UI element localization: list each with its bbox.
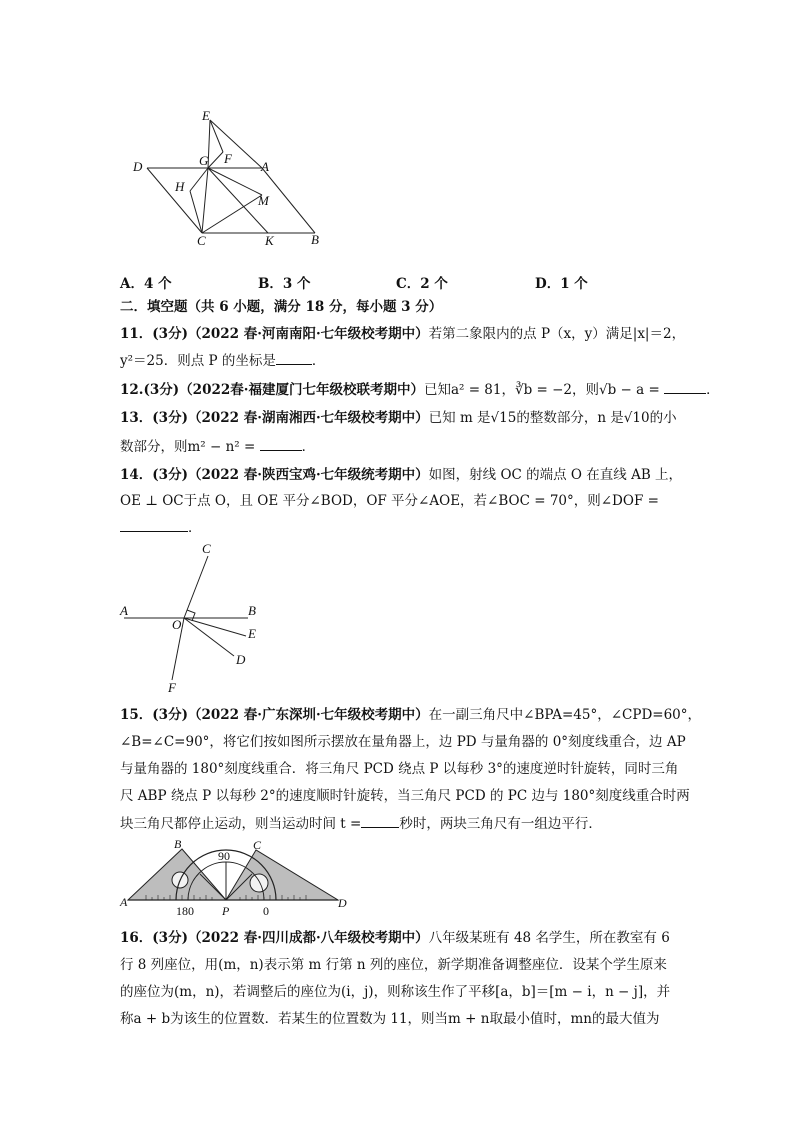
figure-angles — [112, 538, 272, 698]
label-B: B — [311, 232, 319, 247]
question-16-line-1 — [120, 929, 670, 947]
q12-source: （2022春·福建厦门七年级校联考期中） — [179, 382, 424, 398]
q14-source: （2022 春·陕西宝鸡·七年级统考期中） — [187, 467, 429, 483]
figure-parallelogram — [120, 100, 340, 260]
segment-AB — [262, 168, 315, 233]
q14-answer-blank[interactable] — [120, 518, 188, 532]
triangle-hole-right — [250, 874, 268, 892]
q13-text-b: 数部分，则m² − n² = — [120, 439, 260, 455]
question-15-line-2: ∠B=∠C=90°，将它们按如图所示摆放在量角器上，边 PD 与量角器的 0°刻度线重合，边 AP — [120, 734, 686, 750]
label-P: P — [222, 904, 230, 918]
q13-number: 13． — [120, 410, 153, 426]
segment-DC — [147, 168, 202, 233]
question-15-line-4: 尺 ABP 绕点 P 以每秒 2°的速度顺时针旋转，当三角尺 PCD 的 PC 边与 180°刻度线重合时两 — [120, 788, 690, 804]
q14-text-c: ． — [188, 520, 202, 536]
q11-answer-blank[interactable] — [276, 351, 312, 365]
label-0: 0 — [263, 904, 269, 918]
q16-points: (3分) — [152, 930, 188, 946]
q16-line1: 八年级某班有 48 名学生，所在教室有 6 — [428, 930, 670, 946]
label-C: C — [197, 233, 206, 248]
option-d[interactable]: D．1 个 — [535, 276, 588, 292]
q16-source: （2022 春·四川成都·八年级校考期中） — [187, 930, 429, 946]
label-90: 90 — [218, 849, 230, 863]
label-D: D — [338, 896, 347, 910]
segment-GM — [208, 168, 262, 195]
question-13-line-1 — [120, 409, 677, 427]
question-14-line-2 — [120, 492, 659, 510]
label-F: F — [168, 680, 176, 695]
q12-points: (3分) — [143, 382, 180, 398]
label-A: A — [120, 603, 128, 618]
question-14-line-3 — [120, 518, 202, 537]
label-A: A — [120, 895, 128, 909]
question-11-line-1 — [120, 325, 685, 343]
label-B: B — [248, 603, 256, 618]
segment-EA — [210, 120, 262, 168]
segment-EF — [210, 120, 223, 152]
question-14-line-1 — [120, 466, 682, 484]
q15-line1: 在一副三角尺中∠BPA=45°，∠CPD=60°， — [428, 707, 702, 723]
q15-points: (3分) — [152, 707, 188, 723]
q11-text-b: y²＝25．则点 P 的坐标是 — [120, 353, 276, 369]
q12-answer-blank[interactable] — [664, 380, 706, 394]
figure-protractor — [116, 838, 356, 920]
q11-source: （2022 春·河南南阳·七年级校考期中） — [187, 326, 429, 342]
question-11-line-2 — [120, 351, 325, 370]
q11-number: 11． — [120, 326, 153, 342]
label-F: F — [224, 151, 232, 166]
segment-GC — [202, 168, 208, 233]
q13-answer-blank[interactable] — [260, 437, 302, 451]
q15-line5a: 块三角尺都停止运动，则当运动时间 t = — [120, 816, 362, 832]
label-C: C — [253, 838, 262, 852]
triangle-PCD — [226, 850, 338, 900]
q11-text-a: 若第二象限内的点 P（x，y）满足|x|＝2， — [428, 326, 686, 342]
question-15-line-3: 与量角器的 180°刻度线重合．将三角尺 PCD 绕点 P 以每秒 3°的速度逆时针旋转，同时三角 — [120, 761, 679, 777]
q15-number: 15． — [120, 707, 153, 723]
label-M: M — [258, 193, 269, 208]
q13-text-c: ． — [301, 439, 316, 455]
segment-CM — [202, 195, 262, 233]
question-12 — [120, 380, 720, 399]
ray-OE — [184, 618, 246, 636]
question-16-line-2: 行 8 列座位，用(m，n)表示第 m 行第 n 列的座位，新学期准备调整座位．设某个学生原来 — [120, 957, 667, 973]
q14-points: (3分) — [152, 467, 188, 483]
section-header: 二．填空题（共 6 小题，满分 18 分，每小题 3 分） — [120, 299, 443, 315]
question-16-line-4: 称a + b为该生的位置数．若某生的位置数为 11，则当m + n取最小值时，mn的最大值为 — [120, 1011, 660, 1027]
q12-number: 12. — [120, 382, 144, 398]
label-G: G — [199, 153, 209, 168]
segment-FG — [208, 152, 223, 168]
label-B: B — [174, 838, 182, 851]
q15-line5b: 秒时，两块三角尺有一组边平行． — [399, 816, 602, 832]
option-b[interactable]: B．3 个 — [258, 276, 311, 292]
ray-OC — [184, 556, 208, 618]
label-D: D — [133, 159, 143, 174]
question-15-line-5 — [120, 814, 602, 833]
q13-source: （2022 春·湖南湘西·七年级校考期中） — [187, 410, 429, 426]
label-H: H — [175, 179, 185, 194]
label-K: K — [265, 233, 274, 248]
label-O: O — [172, 617, 182, 632]
q14-text-a: 如图，射线 OC 的端点 O 在直线 AB 上， — [428, 467, 683, 483]
label-E: E — [248, 626, 256, 641]
segment-GH — [190, 168, 208, 191]
label-A: A — [261, 159, 269, 174]
q11-text-c: ． — [311, 353, 326, 369]
question-15-line-1 — [120, 706, 701, 724]
q13-text-a: 已知 m 是√15的整数部分，n 是√10的小 — [428, 410, 677, 426]
q16-number: 16． — [120, 930, 153, 946]
label-180: 180 — [176, 904, 194, 918]
label-E: E — [202, 108, 210, 123]
question-16-line-3: 的座位为(m，n)，若调整后的座位为(i，j)，则称该生作了平移[a，b]＝[m − i，n − j]，并 — [120, 984, 671, 1000]
q13-points: (3分) — [152, 410, 188, 426]
q14-text-b: OE ⊥ OC于点 O，且 OE 平分∠BOD，OF 平分∠AOE，若∠BOC = 70°，则∠DOF = — [120, 493, 659, 509]
question-13-line-2 — [120, 437, 315, 456]
q12-text-a: 已知a² = 81，∛b = −2，则√b − a = — [423, 382, 665, 398]
label-D: D — [236, 652, 246, 667]
q15-answer-blank[interactable] — [361, 814, 399, 828]
q12-text-c: ． — [706, 382, 720, 398]
ray-OD — [184, 618, 234, 656]
segment-HC — [190, 191, 202, 233]
q11-points: (3分) — [152, 326, 188, 342]
q15-source: （2022 春·广东深圳·七年级校考期中） — [187, 707, 429, 723]
option-a[interactable]: A．4 个 — [120, 276, 172, 292]
option-c[interactable]: C．2 个 — [396, 276, 448, 292]
label-C: C — [202, 541, 211, 556]
q14-number: 14． — [120, 467, 153, 483]
